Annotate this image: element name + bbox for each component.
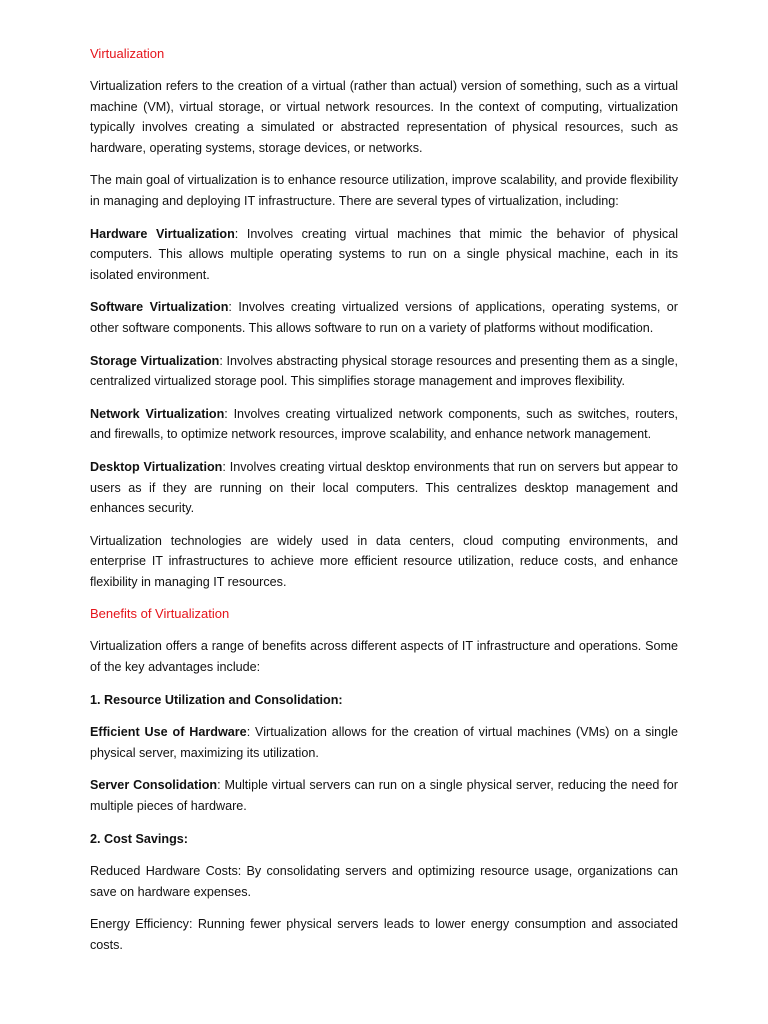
desc-desktop-virtualization: : Involves creating virtual desktop environments that run on servers but appear to users as if they are running on their local computers. This centralizes desktop management and enhances security. (90, 459, 678, 516)
desc-storage-virtualization: : Involves abstracting physical storage resources and presenting them as a single, centralized virtualized storage pool. This simplifies storage management and improves flexibility. (90, 353, 678, 389)
subheading-cost-savings: 2. Cost Savings: (90, 831, 188, 846)
section-heading-benefits: Benefits of Virtualization (90, 606, 230, 622)
paragraph-closing: Virtualization technologies are widely used in data centers, cloud computing environments, and enterprise IT infrastructures to achieve more efficient resource utilization, reduce costs, and enhance flexibility in managing IT resources. (90, 533, 678, 589)
paragraph-efficient-use-of-hardware (90, 722, 678, 763)
paragraph-network-virtualization (90, 404, 678, 445)
paragraph-reduced-hardware-costs: Reduced Hardware Costs: By consolidating servers and optimizing resource usage, organizations can save on hardware expenses. (90, 864, 678, 899)
term-server-consolidation: Server Consolidation (90, 778, 218, 793)
paragraph-software-virtualization (90, 297, 678, 338)
paragraph-server-consolidation (90, 775, 678, 816)
term-storage-virtualization: Storage Virtualization (90, 353, 220, 368)
desc-hardware-virtualization: : Involves creating virtual machines that mimic the behavior of physical computers. This allows multiple operating systems to run on a single physical machine, each in its isolated environment. (90, 226, 678, 282)
term-hardware-virtualization: Hardware Virtualization (90, 226, 235, 241)
paragraph-desktop-virtualization (90, 457, 678, 519)
term-network-virtualization: Network Virtualization (90, 406, 225, 421)
desc-network-virtualization: : Involves creating virtualized network components, such as switches, routers, and firewalls, to optimize network resources, improve scalability, and enhance network management. (90, 406, 678, 442)
paragraph-intro-1: Virtualization refers to the creation of a virtual (rather than actual) version of something, such as a virtual machine (VM), virtual storage, or virtual network resources. In the context of computing, virtualization typically involves creating a simulated or abstracted representation of physical resources, such as hardware, operating systems, storage devices, or networks. (90, 79, 678, 155)
paragraph-hardware-virtualization (90, 224, 678, 286)
paragraph-storage-virtualization (90, 351, 678, 392)
paragraph-benefits-intro: Virtualization offers a range of benefits across different aspects of IT infrastructure and operations. Some of the key advantages include: (90, 639, 678, 675)
paragraph-intro-2: The main goal of virtualization is to enhance resource utilization, improve scalability, and provide flexibility in managing and deploying IT infrastructure. There are several types of virtualization, including: (90, 173, 678, 208)
section-heading-virtualization: Virtualization (90, 46, 165, 61)
term-desktop-virtualization: Desktop Virtualization (90, 459, 223, 474)
term-software-virtualization: Software Virtualization (90, 300, 229, 315)
term-efficient-use-of-hardware: Efficient Use of Hardware (90, 725, 247, 740)
desc-server-consolidation: : Multiple virtual servers can run on a single physical server, reducing the need for multiple pieces of hardware. (90, 778, 678, 814)
subheading-resource-utilization: 1. Resource Utilization and Consolidation: (90, 692, 343, 707)
paragraph-energy-efficiency: Energy Efficiency: Running fewer physical servers leads to lower energy consumption and associated costs. (90, 917, 678, 952)
desc-efficient-use-of-hardware: : Virtualization allows for the creation of virtual machines (VMs) on a single physical server, maximizing its utilization. (90, 725, 678, 760)
desc-software-virtualization: : Involves creating virtualized versions of applications, operating systems, or other software components. This allows software to run on a variety of platforms without modification. (90, 300, 678, 335)
